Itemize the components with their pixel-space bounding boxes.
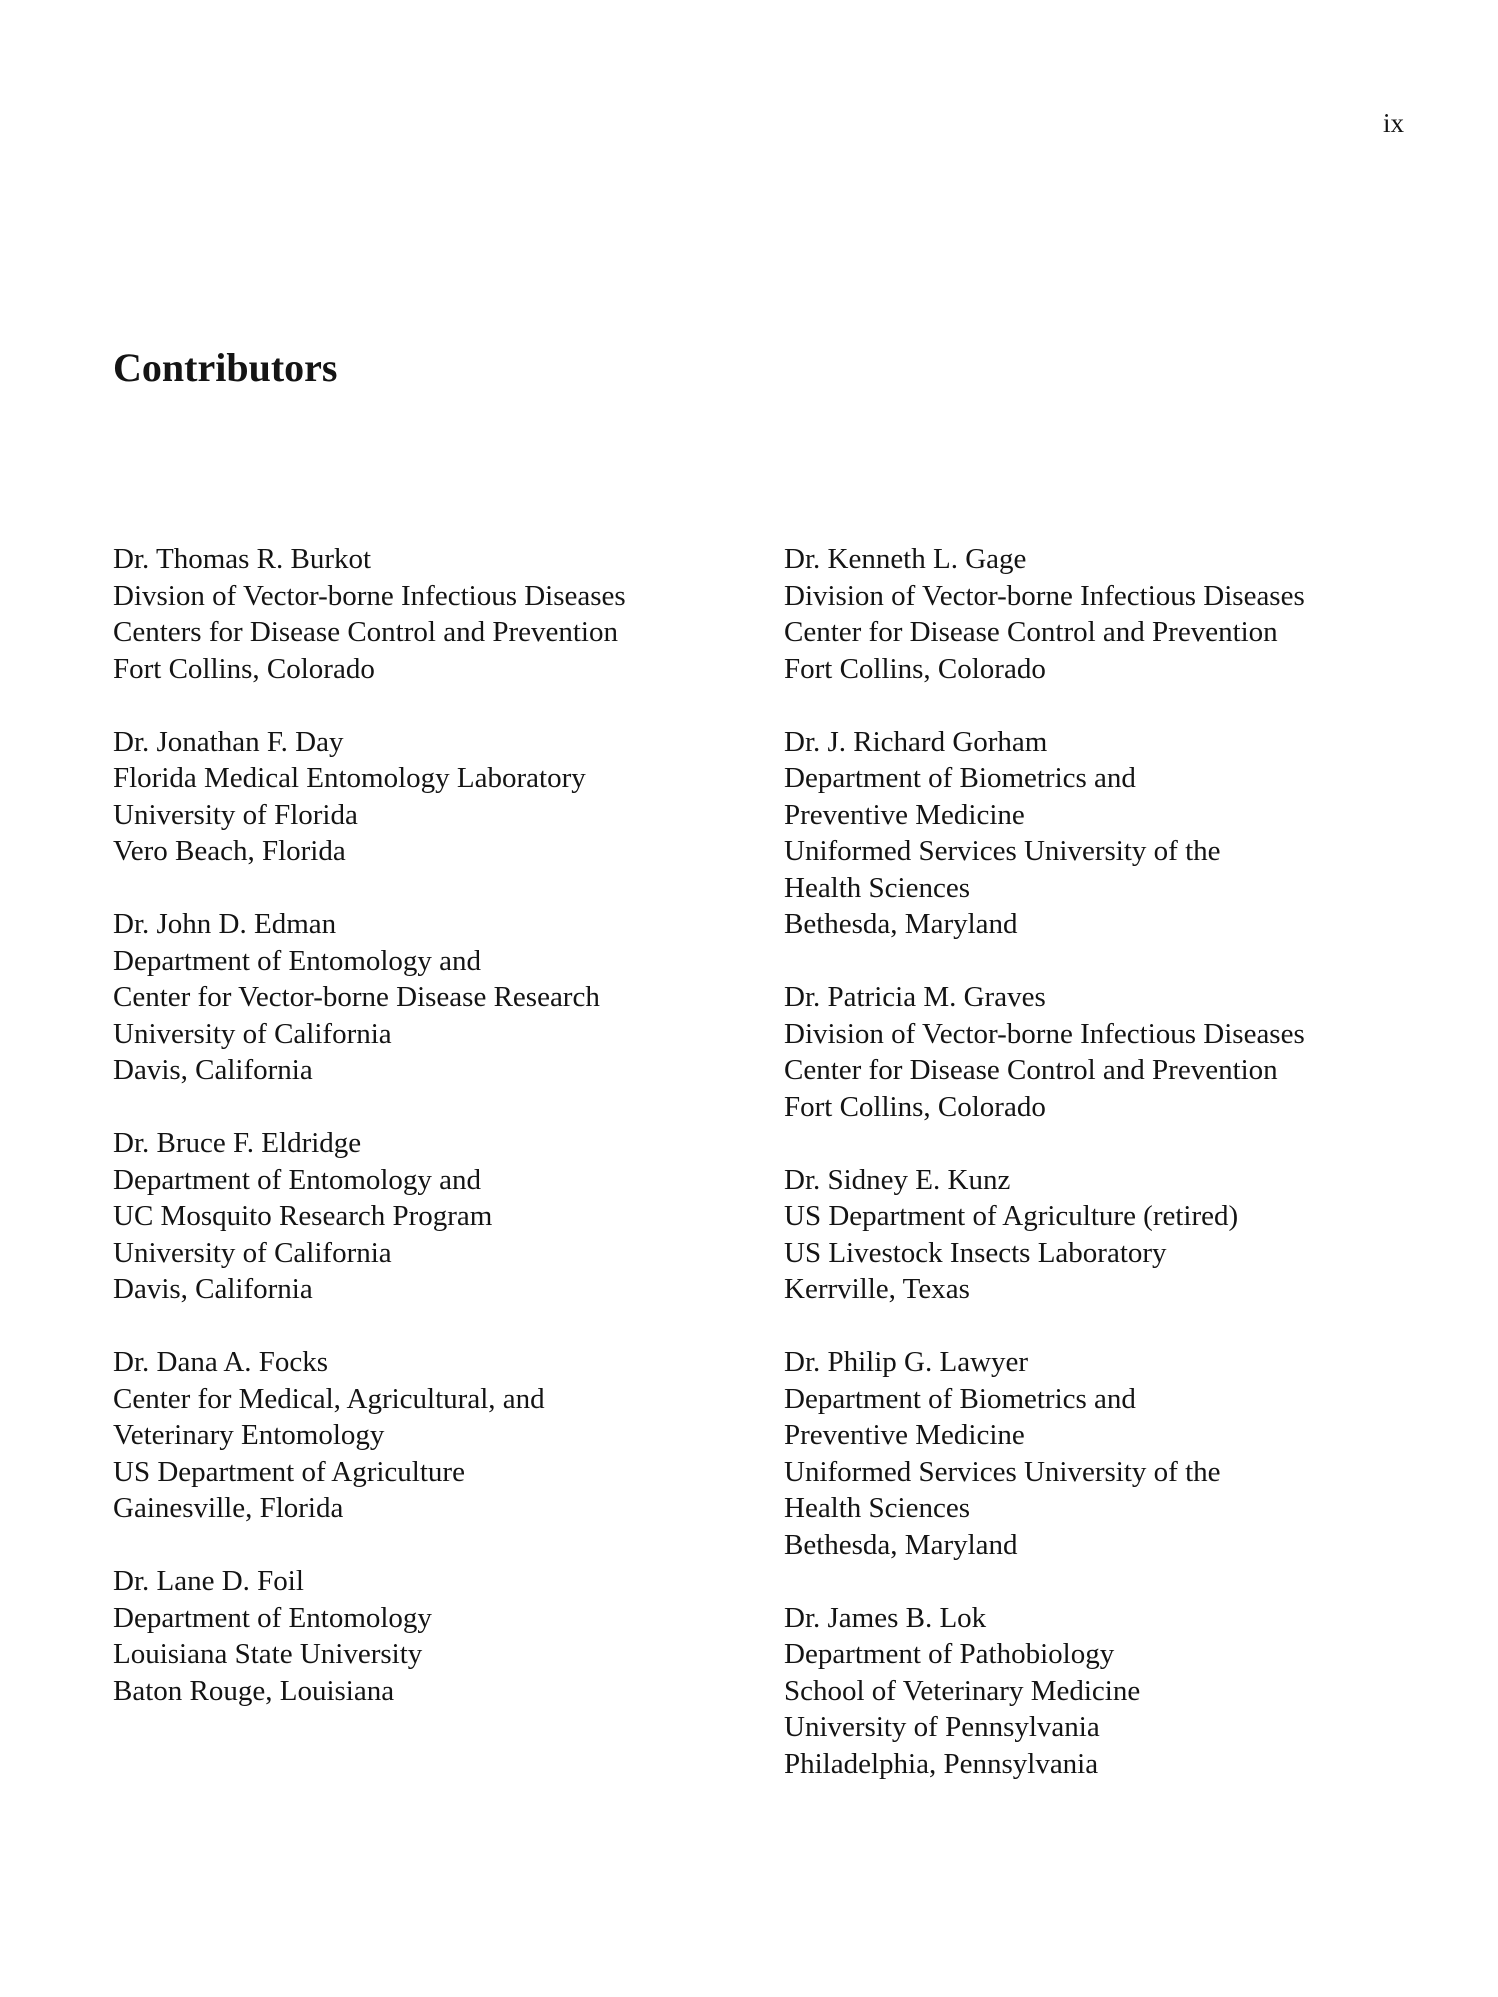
contributor-entry (784, 1344, 1424, 1563)
contributor-affiliation-line: University of California (113, 1236, 392, 1269)
contributor-name: Dr. Sidney E. Kunz (784, 1163, 1011, 1196)
contributor-affiliation-line: Health Sciences (784, 871, 971, 904)
contributor-affiliation-line: Department of Entomology and (113, 1163, 482, 1196)
contributor-entry (113, 906, 753, 1089)
contributor-affiliation-line: Fort Collins, Colorado (784, 1090, 1046, 1123)
contributor-affiliation-line: Fort Collins, Colorado (784, 652, 1046, 685)
contributors-column-left (113, 541, 753, 1746)
contributor-affiliation-line: US Livestock Insects Laboratory (784, 1236, 1167, 1269)
contributor-entry (784, 541, 1424, 687)
contributor-name: Dr. Dana A. Focks (113, 1346, 329, 1378)
contributor-affiliation-line: School of Veterinary Medicine (784, 1674, 1141, 1707)
contributor-entry (784, 979, 1424, 1125)
contributor-affiliation-line: Kerrville, Texas (784, 1273, 970, 1305)
contributor-entry (113, 1563, 753, 1709)
contributor-affiliation-line: US Department of Agriculture (113, 1455, 465, 1488)
contributor-affiliation-line: Philadelphia, Pennsylvania (784, 1747, 1099, 1780)
contributor-entry (113, 1125, 753, 1308)
contributor-name: Dr. Kenneth L. Gage (784, 543, 1027, 575)
contributor-affiliation-line: US Department of Agriculture (retired) (784, 1200, 1239, 1232)
contributor-affiliation-line: Department of Entomology and (113, 944, 482, 977)
contributor-affiliation-line: Davis, California (113, 1273, 313, 1305)
contributor-affiliation-line: Center for Vector-borne Disease Research (113, 981, 600, 1013)
contributor-affiliation-line: Baton Rouge, Louisiana (113, 1674, 395, 1707)
contributor-affiliation-line: Department of Biometrics and (784, 1382, 1136, 1415)
contributor-name: Dr. Jonathan F. Day (113, 725, 344, 758)
contributor-affiliation-line: Fort Collins, Colorado (113, 652, 375, 685)
contributor-affiliation-line: Department of Entomology (113, 1601, 432, 1634)
page-title: Contributors (113, 345, 338, 390)
contributor-affiliation-line: Gainesville, Florida (113, 1492, 344, 1524)
contributor-affiliation-line: Division of Vector-borne Infectious Diseases (784, 579, 1305, 612)
contributor-affiliation-line: Center for Medical, Agricultural, and (113, 1382, 545, 1415)
contributor-name: Dr. Thomas R. Burkot (113, 543, 372, 575)
contributor-affiliation-line: Uniformed Services University of the (784, 1455, 1221, 1488)
contributor-affiliation-line: Louisiana State University (113, 1638, 423, 1670)
contributor-name: Dr. Bruce F. Eldridge (113, 1127, 362, 1159)
contributor-name: Dr. James B. Lok (784, 1601, 987, 1634)
contributor-affiliation-line: Department of Biometrics and (784, 762, 1136, 794)
contributor-affiliation-line: University of Pennsylvania (784, 1711, 1100, 1743)
contributor-entry (784, 1600, 1424, 1783)
page-number: ix (1382, 108, 1404, 138)
contributor-affiliation-line: Center for Disease Control and Prevention (784, 1054, 1278, 1086)
contributor-affiliation-line: UC Mosquito Research Program (113, 1200, 493, 1232)
contributor-entry (113, 1344, 753, 1527)
contributor-affiliation-line: Centers for Disease Control and Prevention (113, 616, 618, 648)
contributor-name: Dr. Patricia M. Graves (784, 981, 1046, 1013)
contributor-affiliation-line: University of California (113, 1017, 392, 1050)
contributor-affiliation-line: Bethesda, Maryland (784, 1528, 1018, 1561)
contributor-entry (784, 724, 1424, 943)
contributor-affiliation-line: Division of Vector-borne Infectious Diseases (784, 1017, 1305, 1050)
contributor-affiliation-line: Center for Disease Control and Prevention (784, 616, 1278, 648)
contributor-affiliation-line: Davis, California (113, 1054, 313, 1086)
contributor-entry (784, 1162, 1424, 1308)
contributor-affiliation-line: Preventive Medicine (784, 798, 1025, 831)
contributor-entry (113, 724, 753, 870)
contributor-entry (113, 541, 753, 687)
contributor-affiliation-line: Bethesda, Maryland (784, 908, 1018, 940)
contributor-affiliation-line: University of Florida (113, 798, 358, 831)
contributor-affiliation-line: Health Sciences (784, 1492, 971, 1524)
contributor-name: Dr. J. Richard Gorham (784, 725, 1048, 758)
contributor-name: Dr. John D. Edman (113, 908, 337, 940)
contributor-name: Dr. Philip G. Lawyer (784, 1346, 1029, 1378)
contributor-affiliation-line: Divsion of Vector-borne Infectious Diseases (113, 579, 626, 612)
contributor-name: Dr. Lane D. Foil (113, 1565, 304, 1597)
contributor-affiliation-line: Uniformed Services University of the (784, 835, 1221, 867)
contributor-affiliation-line: Vero Beach, Florida (113, 835, 346, 867)
contributor-affiliation-line: Veterinary Entomology (113, 1419, 385, 1451)
contributor-affiliation-line: Florida Medical Entomology Laboratory (113, 762, 586, 794)
contributor-affiliation-line: Preventive Medicine (784, 1419, 1025, 1451)
contributor-affiliation-line: Department of Pathobiology (784, 1638, 1115, 1670)
contributors-column-right (784, 541, 1424, 1819)
